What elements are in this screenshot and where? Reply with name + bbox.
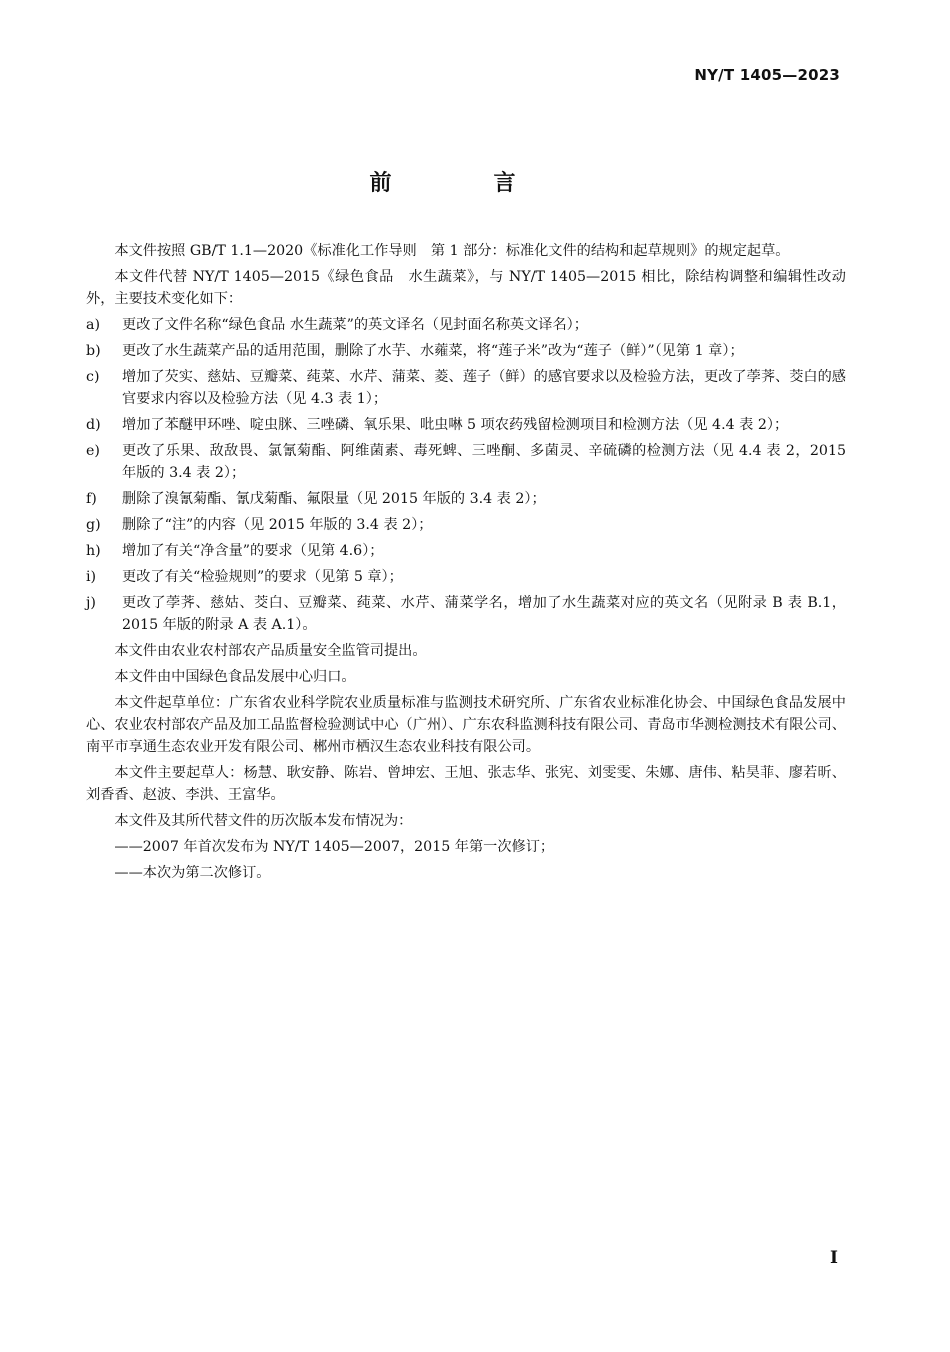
page-title: 前 言 <box>369 171 556 196</box>
list-item <box>86 414 846 436</box>
list-item <box>86 514 846 536</box>
list-item-label: d) <box>86 417 101 433</box>
list-item-label: f) <box>86 491 97 507</box>
drafting-units-paragraph: 本文件起草单位：广东省农业科学院农业质量标准与监测技术研究所、广东省农业标准化协会、中国绿色食品发展中心、农业农村部农产品及加工品监督检验测试中心（广州）、广东农科监测科技有限公司、青岛市华测检测技术有限公司、南平市享通生态农业开发有限公司、郴州市栖汉生态农业科技有限公司。 <box>86 695 846 755</box>
drafters-paragraph: 本文件主要起草人：杨慧、耿安静、陈岩、曾坤宏、王旭、张志华、张宪、刘雯雯、朱娜、唐伟、粘昊菲、廖若昕、刘香香、赵波、李洪、王富华。 <box>86 765 846 803</box>
intro-paragraph: 本文件代替 NY/T 1405—2015《绿色食品 水生蔬菜》，与 NY/T 1405—2015 相比，除结构调整和编辑性改动外，主要技术变化如下： <box>86 269 846 307</box>
standard-code: NY/T 1405—2023 <box>694 66 840 84</box>
list-item-label: a) <box>86 317 100 333</box>
list-item-label: g) <box>86 517 101 533</box>
list-item <box>86 592 846 636</box>
list-item-text: 更改了有关“检验规则”的要求（见第 5 章）； <box>122 569 403 585</box>
list-item <box>86 314 846 336</box>
list-item-text: 增加了苯醚甲环唑、啶虫脒、三唑磷、氧乐果、吡虫啉 5 项农药残留检测项目和检测方法（见 4.4 表 2）； <box>122 417 789 433</box>
list-item-text: 删除了“注”的内容（见 2015 年版的 3.4 表 2）； <box>122 517 433 533</box>
list-item-label: e) <box>86 443 100 459</box>
list-item <box>86 340 846 362</box>
intro-paragraph: 本文件按照 GB/T 1.1—2020《标准化工作导则 第 1 部分：标准化文件的结构和起草规则》的规定起草。 <box>114 243 790 259</box>
list-item <box>86 440 846 484</box>
list-item-text: 增加了有关“净含量”的要求（见第 4.6）； <box>122 543 384 559</box>
list-item <box>86 540 846 562</box>
list-item-label: i) <box>86 569 97 585</box>
list-item-text: 增加了芡实、慈姑、豆瓣菜、莼菜、水芹、蒲菜、菱、莲子（鲜）的感官要求以及检验方法，更改了荸荠、茭白的感官要求内容以及检验方法（见 4.3 表 1）； <box>122 369 846 407</box>
list-item-label: j) <box>86 595 96 611</box>
list-item <box>86 488 846 510</box>
history-item: ——2007 年首次发布为 NY/T 1405—2007，2015 年第一次修订； <box>114 839 555 855</box>
history-item: ——本次为第二次修订。 <box>114 865 271 881</box>
list-item-text: 更改了乐果、敌敌畏、氯氰菊酯、阿维菌素、毒死蜱、三唑酮、多菌灵、辛硫磷的检测方法（见 4.4 表 2，2015 年版的 3.4 表 2）； <box>122 443 846 481</box>
list-item-text: 更改了水生蔬菜产品的适用范围，删除了水芋、水蕹菜，将“莲子米”改为“莲子（鲜）”（见第 1 章）； <box>122 343 744 359</box>
list-item-label: b) <box>86 343 101 359</box>
list-item-text: 更改了文件名称“绿色食品 水生蔬菜”的英文译名（见封面名称英文译名）； <box>122 317 588 333</box>
page-number: I <box>830 1248 838 1268</box>
list-item-label: c) <box>86 369 100 385</box>
list-item-label: h) <box>86 543 101 559</box>
history-intro-paragraph: 本文件及其所代替文件的历次版本发布情况为： <box>114 813 413 829</box>
body-paragraph: 本文件由中国绿色食品发展中心归口。 <box>114 669 356 685</box>
list-item <box>86 566 846 588</box>
change-list <box>86 314 846 636</box>
list-item-text: 删除了溴氰菊酯、氰戊菊酯、氟限量（见 2015 年版的 3.4 表 2）； <box>122 491 546 507</box>
list-item-text: 更改了荸荠、慈姑、茭白、豆瓣菜、莼菜、水芹、蒲菜学名，增加了水生蔬菜对应的英文名（见附录 B 表 B.1，2015 年版的附录 A 表 A.1）。 <box>122 595 846 633</box>
body-paragraph: 本文件由农业农村部农产品质量安全监管司提出。 <box>114 643 427 659</box>
list-item <box>86 366 846 410</box>
document-body <box>86 240 846 888</box>
